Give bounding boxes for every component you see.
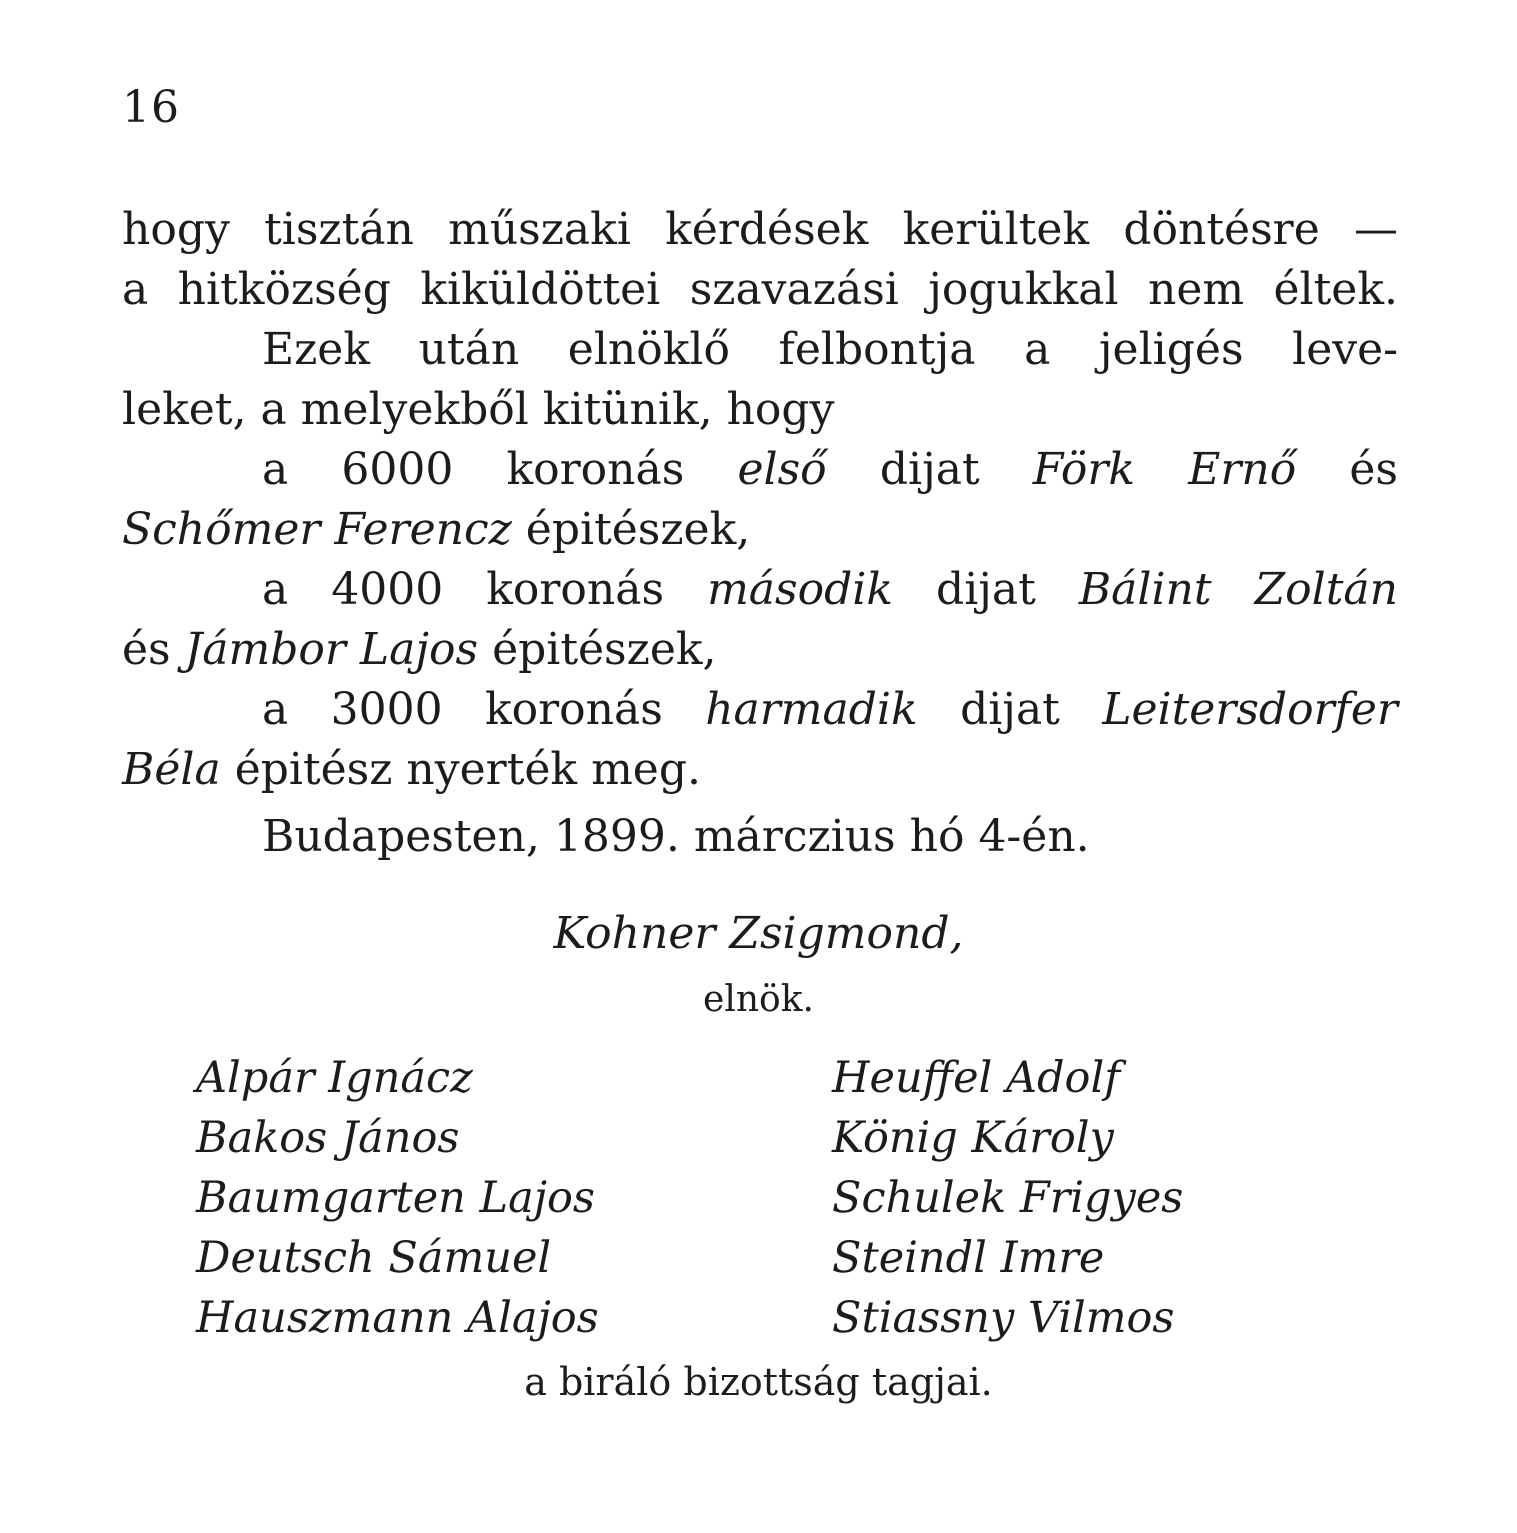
prize-2-name1: Bálint Zoltán — [1078, 564, 1398, 615]
member-name: Stiassny Vilmos — [832, 1293, 1175, 1343]
member-name: Alpár Ignácz — [196, 1053, 473, 1103]
member-name: König Károly — [832, 1113, 1114, 1163]
paragraph-line-2: a hitközség kiküldöttei szavazási jogukkal nem éltek. — [122, 264, 1398, 315]
prize-2-mid: dijat — [936, 564, 1036, 615]
prize-3-mid: dijat — [960, 684, 1060, 735]
prize-1-line-1 — [262, 444, 1398, 495]
member-name: Steindl Imre — [832, 1233, 1105, 1283]
chairman-title: elnök. — [703, 979, 814, 1020]
prize-3-pre: a 3000 koronás — [262, 684, 663, 735]
prize-1-name2: Schőmer Ferencz — [122, 504, 512, 555]
prize-1-and: és — [1349, 444, 1398, 495]
prize-3-rank: harmadik — [705, 684, 918, 735]
prize-2-line-2 — [122, 624, 717, 675]
paragraph-line-1: hogy tisztán műszaki kérdések kerültek döntésre — — [122, 204, 1398, 255]
prize-1-line-2 — [122, 504, 751, 555]
prize-2-pre: a 4000 koronás — [262, 564, 665, 615]
paragraph-line-4: leket, a melyekből kitünik, hogy — [122, 384, 835, 435]
prize-1-rank: első — [737, 444, 827, 495]
paragraph-line-3: Ezek után elnöklő felbontja a jeligés leve- — [262, 324, 1398, 375]
member-name: Bakos János — [196, 1113, 460, 1163]
prize-3-line-2 — [122, 744, 701, 795]
prize-2-rank: második — [707, 564, 894, 615]
prize-3-name2: Béla — [122, 744, 221, 795]
prize-3-name1: Leitersdorfer — [1102, 684, 1398, 735]
prize-3-post: épitész nyerték meg. — [234, 744, 701, 795]
committee-label: a biráló bizottság tagjai. — [524, 1360, 993, 1404]
prize-1-mid: dijat — [879, 444, 980, 495]
prize-2-and: és — [122, 624, 171, 675]
prize-1-name1: Förk Ernő — [1032, 444, 1297, 495]
prize-2-post: épitészek, — [492, 624, 717, 675]
member-name: Deutsch Sámuel — [196, 1233, 552, 1283]
prize-3-line-1 — [262, 684, 1398, 735]
chairman-name: Kohner Zsigmond, — [553, 908, 964, 959]
member-name: Heuffel Adolf — [832, 1053, 1121, 1103]
prize-1-post: épitészek, — [525, 504, 751, 555]
member-name: Hauszmann Alajos — [196, 1293, 599, 1343]
page-number: 16 — [122, 82, 180, 133]
place-date: Budapesten, 1899. márczius hó 4-én. — [262, 811, 1090, 862]
member-name: Baumgarten Lajos — [196, 1173, 595, 1223]
members-left-column — [196, 1048, 599, 1348]
prize-1-pre: a 6000 koronás — [262, 444, 685, 495]
member-name: Schulek Frigyes — [832, 1173, 1184, 1223]
prize-2-name2: Jámbor Lajos — [184, 624, 479, 675]
prize-2-line-1 — [262, 564, 1398, 615]
members-right-column — [832, 1048, 1183, 1348]
